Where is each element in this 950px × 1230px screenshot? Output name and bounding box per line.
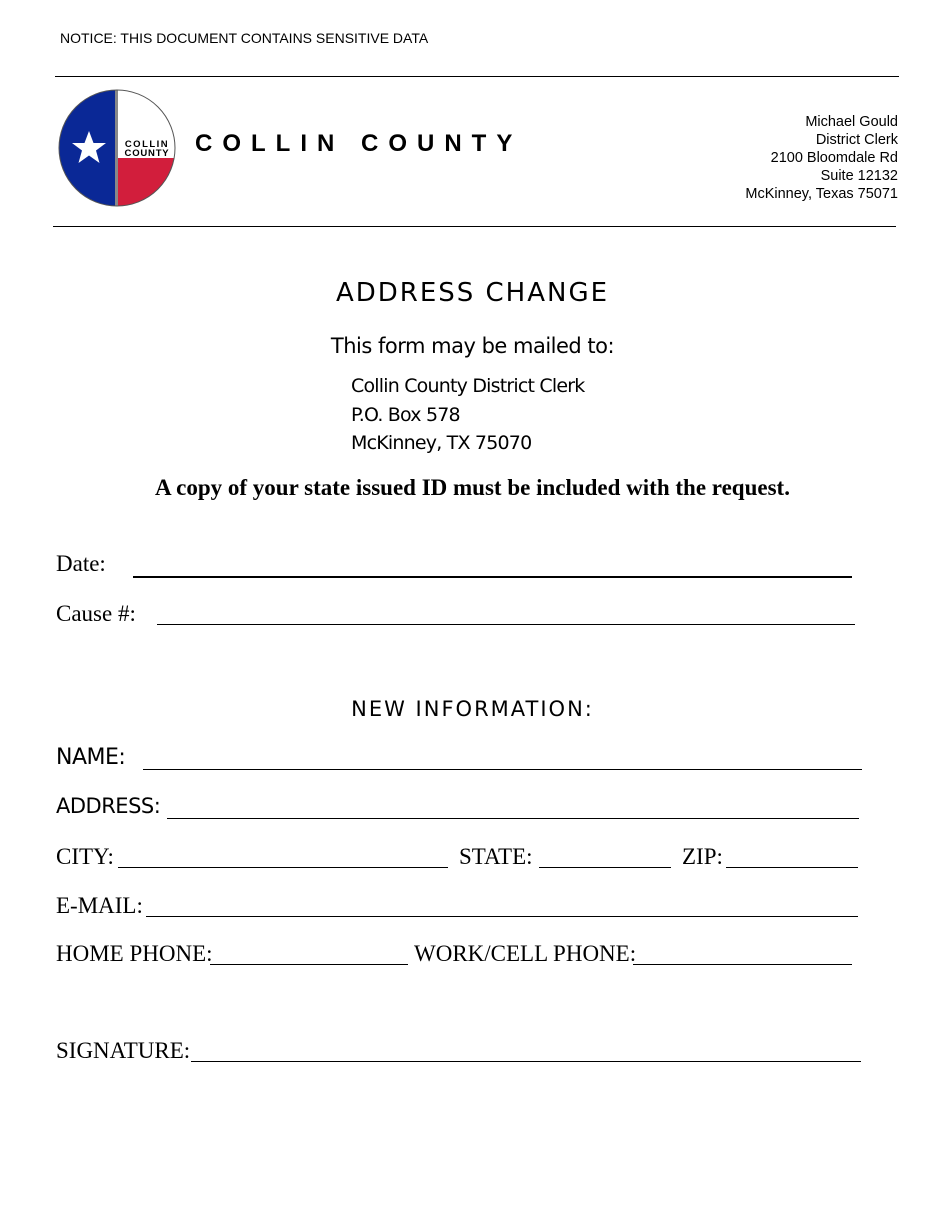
state-field[interactable]: [539, 867, 671, 868]
date-field[interactable]: [133, 576, 852, 578]
address-label: ADDRESS:: [56, 794, 161, 818]
mailed-intro: This form may be mailed to:: [330, 334, 615, 358]
clerk-address-block: [745, 113, 898, 203]
zip-field[interactable]: [726, 867, 858, 868]
clerk-title: District Clerk: [815, 132, 898, 148]
city-field[interactable]: [118, 867, 448, 868]
form-title: ADDRESS CHANGE: [335, 278, 610, 308]
address-field[interactable]: [167, 818, 859, 819]
signature-label: SIGNATURE:: [56, 1038, 191, 1063]
mailing-address: [351, 372, 584, 458]
email-label: E-MAIL:: [56, 893, 143, 918]
mailing-address-line: P.O. Box 578: [351, 403, 460, 426]
header-top-divider: [55, 76, 899, 77]
clerk-city: McKinney, Texas 75071: [745, 186, 898, 202]
clerk-street: 2100 Bloomdale Rd: [770, 150, 898, 166]
collin-county-logo: [56, 88, 178, 208]
signature-field[interactable]: [191, 1061, 861, 1062]
cause-label: Cause #:: [56, 601, 136, 626]
email-field[interactable]: [146, 916, 858, 917]
clerk-suite: Suite 12132: [820, 168, 898, 184]
sensitive-notice: NOTICE: THIS DOCUMENT CONTAINS SENSITIVE DATA: [60, 30, 429, 46]
clerk-name: Michael Gould: [805, 114, 898, 130]
id-requirement-note: A copy of your state issued ID must be included with the request.: [155, 475, 790, 500]
cause-number-field[interactable]: [157, 624, 855, 625]
state-label: STATE:: [459, 844, 533, 869]
name-field[interactable]: [143, 769, 862, 770]
work-phone-field[interactable]: [633, 964, 852, 965]
logo-text-county: COUNTY: [124, 148, 170, 159]
new-information-heading: NEW INFORMATION:: [351, 697, 594, 721]
header-bottom-divider: [53, 226, 896, 227]
brand-name: COLLIN COUNTY: [195, 130, 523, 157]
home-phone-field[interactable]: [210, 964, 408, 965]
date-label: Date:: [56, 551, 106, 576]
home-phone-label: HOME PHONE:: [56, 941, 213, 966]
city-label: CITY:: [56, 844, 114, 869]
mailing-address-line: McKinney, TX 75070: [351, 432, 532, 454]
zip-label: ZIP:: [682, 844, 723, 869]
logo-text-collin: COLLIN: [124, 139, 170, 150]
mailing-address-line: Collin County District Clerk: [351, 375, 585, 397]
work-phone-label: WORK/CELL PHONE:: [414, 941, 637, 966]
name-label: NAME:: [56, 745, 126, 770]
